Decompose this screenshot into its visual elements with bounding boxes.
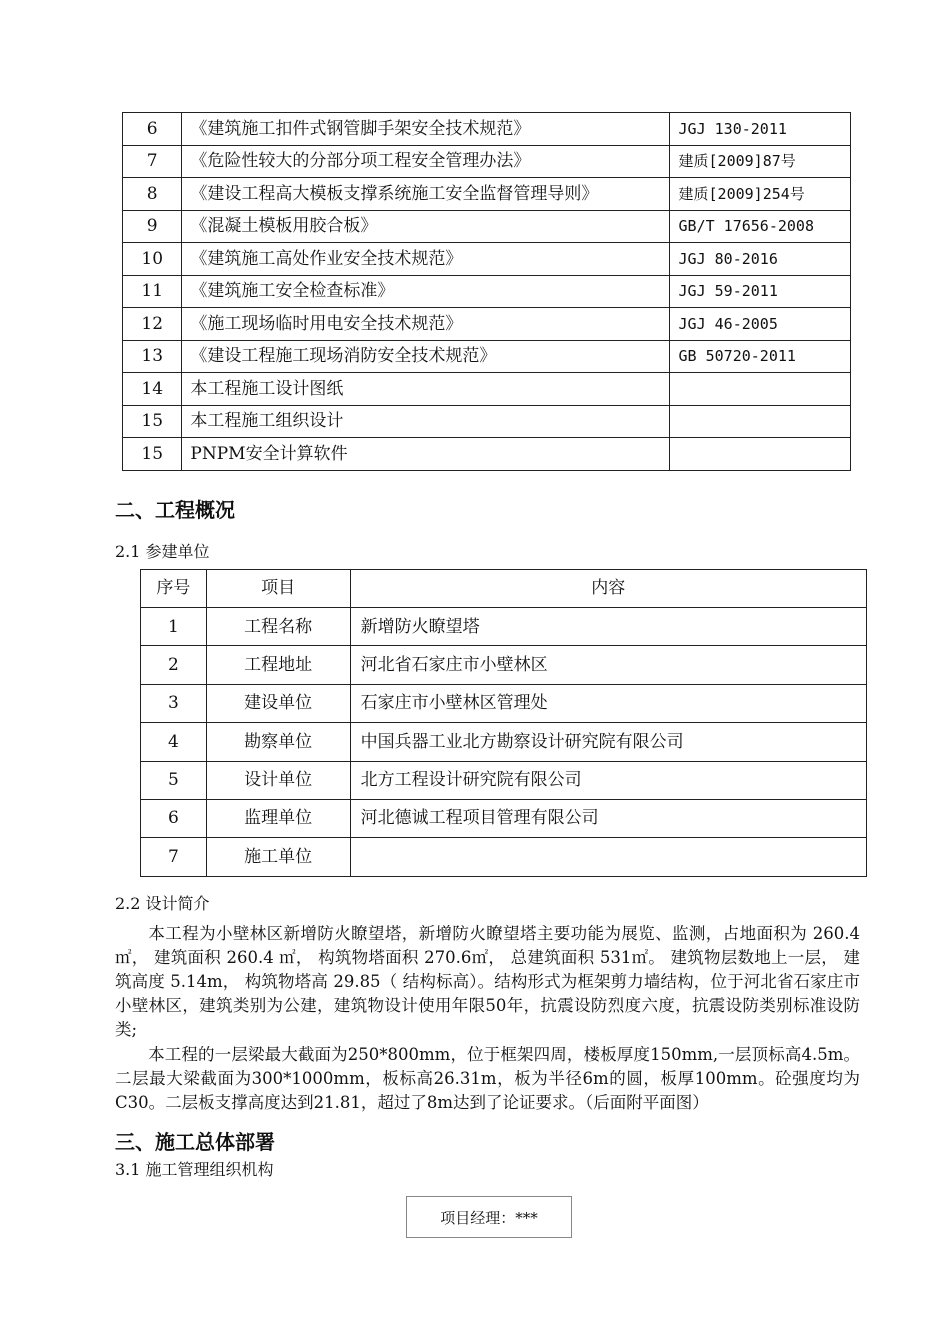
standard-name: 《建筑施工安全检查标准》 — [182, 275, 669, 308]
standard-code — [669, 405, 850, 438]
table-row — [123, 145, 851, 178]
header-no: 序号 — [141, 570, 207, 608]
standard-no: 10 — [123, 243, 182, 276]
row-no: 6 — [141, 799, 207, 837]
row-no: 1 — [141, 608, 207, 646]
row-content: 石家庄市小壁林区管理处 — [350, 684, 866, 722]
table-row — [123, 373, 851, 406]
row-item: 建设单位 — [206, 684, 350, 722]
row-item: 勘察单位 — [206, 723, 350, 761]
section-2-title: 二、工程概况 — [115, 498, 235, 522]
standard-code: JGJ 130-2011 — [669, 113, 850, 146]
standard-no: 6 — [123, 113, 182, 146]
table-row — [123, 243, 851, 276]
section-2-1-title: 2.1 参建单位 — [115, 542, 210, 561]
table-row — [123, 178, 851, 211]
table-row — [123, 308, 851, 341]
standard-no: 15 — [123, 405, 182, 438]
row-item: 工程名称 — [206, 608, 350, 646]
standard-name: 《施工现场临时用电安全技术规范》 — [182, 308, 669, 341]
table-header-row — [141, 570, 867, 608]
standard-code: JGJ 80-2016 — [669, 243, 850, 276]
header-item: 项目 — [206, 570, 350, 608]
participants-table — [140, 569, 867, 877]
row-content: 河北省石家庄市小壁林区 — [350, 646, 866, 684]
row-content: 北方工程设计研究院有限公司 — [350, 761, 866, 799]
table-row — [123, 113, 851, 146]
table-row — [123, 210, 851, 243]
standard-code: JGJ 59-2011 — [669, 275, 850, 308]
table-row — [141, 646, 867, 684]
design-paragraph-2-text: 本工程的一层梁最大截面为250*800mm，位于框架四周，楼板厚度150mm,一层顶标高4.5m。二层最大梁截面为300*1000mm，板标高26.31m，板为半径6m的圆，板厚100mm。砼强度均为C30。二层板支撑高度达到21.81，超过了8m达到了论证要求。（后面附平面图） — [115, 1045, 860, 1112]
section-3-title: 三、施工总体部署 — [115, 1130, 275, 1154]
standard-name: 《建设工程高大模板支撑系统施工安全监督管理导则》 — [182, 178, 669, 211]
section-3-1-title: 3.1 施工管理组织机构 — [115, 1160, 274, 1179]
standard-no: 14 — [123, 373, 182, 406]
section-2-2-title: 2.2 设计简介 — [115, 894, 210, 913]
standard-code — [669, 373, 850, 406]
standard-no: 7 — [123, 145, 182, 178]
standard-name: PNPM安全计算软件 — [182, 438, 669, 471]
row-item: 设计单位 — [206, 761, 350, 799]
row-content — [350, 838, 866, 876]
design-paragraph-1-text: 本工程为小壁林区新增防火瞭望塔，新增防火瞭望塔主要功能为展览、监测，占地面积为 260.4 ㎡， 建筑面积 260.4 ㎡， 构筑物塔面积 270.6㎡， 总建筑面积 531㎡。 建筑物层数地上一层， 建筑高度 5.14m， 构筑物塔高 29.85（ 结构标高）。结构形式为框架剪力墙结构，位于河北省石家庄市小壁林区，建筑类别为公建，建筑物设计使用年限50年，抗震设防烈度六度，抗震设防类别标准设防类; — [115, 924, 860, 1039]
row-item: 监理单位 — [206, 799, 350, 837]
row-no: 7 — [141, 838, 207, 876]
standard-no: 11 — [123, 275, 182, 308]
standard-code — [669, 438, 850, 471]
row-item: 工程地址 — [206, 646, 350, 684]
standard-code: GB/T 17656-2008 — [669, 210, 850, 243]
design-paragraph-2 — [115, 1043, 860, 1115]
row-no: 3 — [141, 684, 207, 722]
standard-no: 8 — [123, 178, 182, 211]
standard-code: JGJ 46-2005 — [669, 308, 850, 341]
table-row — [141, 761, 867, 799]
standard-name: 《危险性较大的分部分项工程安全管理办法》 — [182, 145, 669, 178]
standard-no: 15 — [123, 438, 182, 471]
standard-name: 本工程施工设计图纸 — [182, 373, 669, 406]
standard-name: 《建筑施工高处作业安全技术规范》 — [182, 243, 669, 276]
row-content: 中国兵器工业北方勘察设计研究院有限公司 — [350, 723, 866, 761]
standard-code: 建质[2009]87号 — [669, 145, 850, 178]
table-row — [141, 684, 867, 722]
project-manager-label: 项目经理：*** — [440, 1208, 538, 1227]
table-row — [123, 275, 851, 308]
table-row — [123, 405, 851, 438]
standards-table — [122, 112, 851, 471]
row-no: 2 — [141, 646, 207, 684]
standard-code: GB 50720-2011 — [669, 340, 850, 373]
design-paragraph-1 — [115, 922, 860, 1042]
table-row — [141, 799, 867, 837]
standard-name: 《建筑施工扣件式钢管脚手架安全技术规范》 — [182, 113, 669, 146]
standard-name: 《混凝土模板用胶合板》 — [182, 210, 669, 243]
row-no: 4 — [141, 723, 207, 761]
standard-no: 12 — [123, 308, 182, 341]
row-content: 新增防火瞭望塔 — [350, 608, 866, 646]
standard-name: 本工程施工组织设计 — [182, 405, 669, 438]
standard-code: 建质[2009]254号 — [669, 178, 850, 211]
standard-no: 9 — [123, 210, 182, 243]
table-row — [141, 838, 867, 876]
table-row — [141, 723, 867, 761]
table-row — [141, 608, 867, 646]
table-row — [123, 438, 851, 471]
row-item: 施工单位 — [206, 838, 350, 876]
standard-name: 《建设工程施工现场消防安全技术规范》 — [182, 340, 669, 373]
header-content: 内容 — [350, 570, 866, 608]
table-row — [123, 340, 851, 373]
row-no: 5 — [141, 761, 207, 799]
project-manager-box — [406, 1196, 572, 1238]
row-content: 河北德诚工程项目管理有限公司 — [350, 799, 866, 837]
standard-no: 13 — [123, 340, 182, 373]
